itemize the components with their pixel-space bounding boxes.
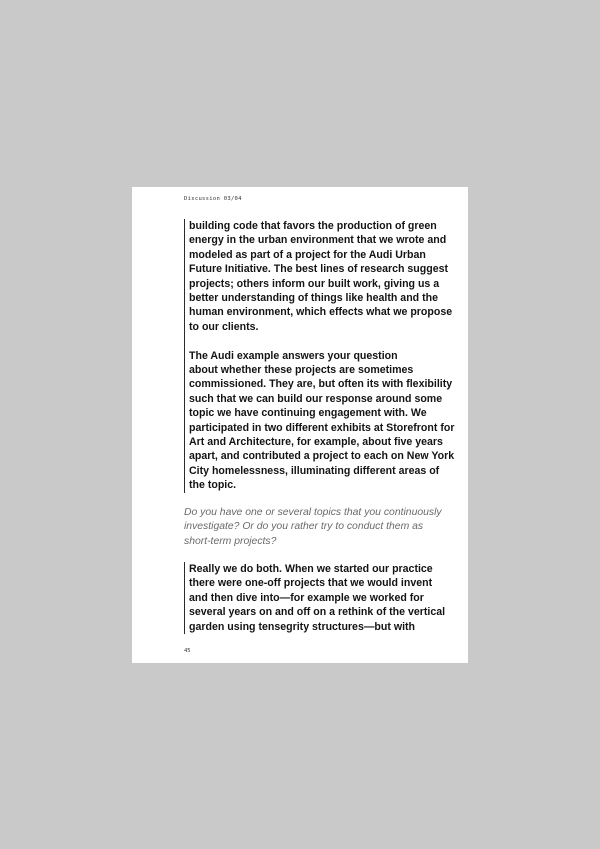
text-line: apart, and contributed a project to each on New York (189, 450, 455, 463)
answer-1-paragraph-2 (189, 349, 454, 493)
text-line: commissioned. They are, but often its with flexibility (189, 378, 453, 391)
text-line: modeled as part of a project for the Audi Urban (189, 248, 426, 261)
text-line: and then dive into—for example we worked for (189, 591, 424, 604)
text-line: Art and Architecture, for example, about five years (189, 436, 443, 449)
text-line: building code that favors the production of green (189, 220, 437, 232)
text-line: Really we do both. When we started our practice (189, 563, 433, 575)
text-line: several years on and off on a rethink of the vertical (189, 606, 446, 619)
text-line: there were one-off projects that we would invent (189, 577, 433, 590)
text-line: about whether these projects are sometimes (189, 364, 414, 377)
text-line: garden using tensegrity structures—but with (189, 620, 416, 633)
text-line: human environment, which effects what we propose (189, 306, 453, 319)
text-line: the topic. (189, 479, 237, 492)
answer-1-paragraph-1 (189, 219, 454, 334)
text-line: projects; others inform our built work, giving us a (189, 277, 440, 290)
text-line: short-term projects? (184, 535, 277, 547)
text-line: investigate? Or do you rather try to conduct them as (184, 521, 424, 533)
text-line: participated in two different exhibits at Storefront for (189, 421, 455, 434)
answer-block-2 (184, 562, 445, 634)
text-line: such that we can build our response around some (189, 392, 443, 405)
document-page (132, 187, 468, 663)
text-line: Future Initiative. The best lines of research suggest (189, 263, 449, 276)
running-header: Discussion 03/04 (184, 196, 242, 202)
interview-question (184, 506, 442, 549)
answer-2-paragraph-1 (189, 562, 445, 634)
answer-block-1 (184, 219, 454, 493)
text-line: to our clients. (189, 320, 259, 333)
text-line: topic we have continuing engagement with. We (189, 407, 427, 420)
page-number: 45 (184, 648, 191, 654)
text-line: The Audi example answers your question (189, 349, 398, 362)
text-line: better understanding of things like health and the (189, 292, 438, 305)
text-line: City homelessness, illuminating different areas of (189, 464, 440, 477)
text-line: energy in the urban environment that we wrote and (189, 234, 447, 247)
text-line: Do you have one or several topics that you continuously (184, 507, 442, 518)
